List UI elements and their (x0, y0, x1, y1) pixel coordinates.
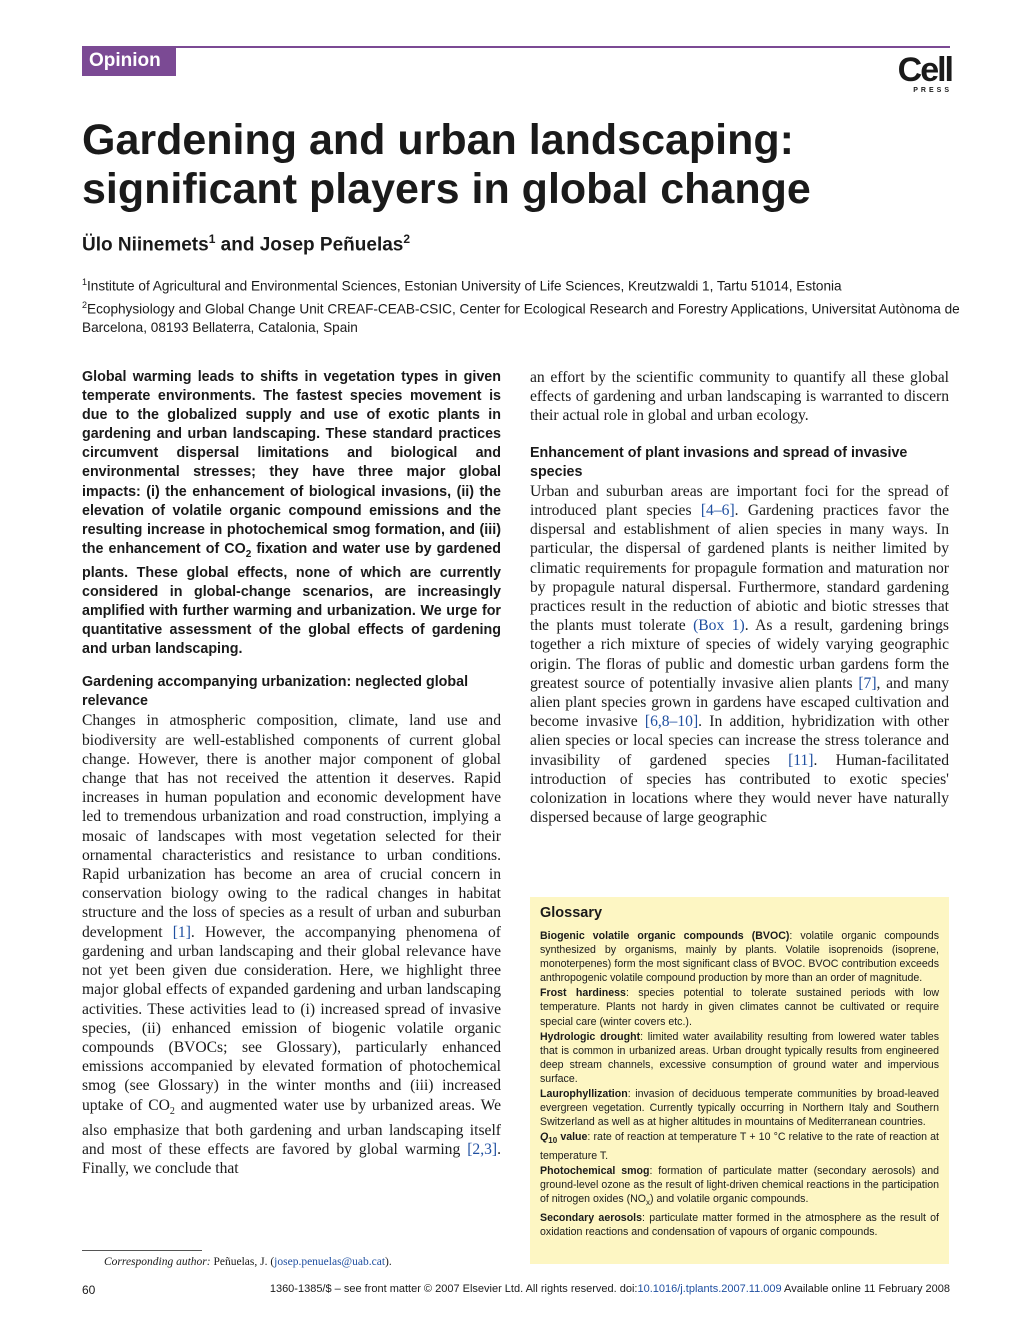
glossary-entry (540, 1130, 939, 1162)
copyright-text: 1360-1385/$ – see front matter © 2007 Elsevier Ltd. All rights reserved. doi: (269, 1283, 638, 1295)
affiliation-1 (82, 273, 962, 296)
author-affiliation-mark: 2 (403, 232, 411, 246)
glossary-definition: ) and volatile organic compounds. (650, 1192, 809, 1205)
corresponding-author-note (104, 1256, 392, 1268)
glossary-entry (540, 1211, 939, 1239)
glossary-term: Hydrologic drought (540, 1030, 641, 1043)
affiliation-2 (82, 296, 962, 338)
footnote-rule (82, 1250, 202, 1251)
affiliations (82, 273, 962, 338)
glossary-definition: : rate of reaction at temperature T + 10 °C relative to the rate of reaction at temperature T. (540, 1131, 939, 1162)
glossary-definition: : limited water availability resulting from lowered water tables that is common in urbanized areas. Urban drought typically results from engineered deep stream channels, excessive consumption of ground water and impervious surface. (540, 1030, 939, 1085)
body-text: . In addition, hybridization with other alien species or local species can increase the stress tolerance and invasibility of gardened species (530, 713, 949, 769)
glossary-term: Secondary aerosols (540, 1212, 643, 1224)
reference-link[interactable]: [6,8–10] (644, 713, 699, 731)
header-rule (82, 46, 950, 48)
body-text: . As a result, gardening brings together a rich mixture of species of widely varying geographic origin. The floras of public and domestic urban gardens form the greatest source of potentially invasive alien plants (530, 617, 949, 692)
body-text: Urban and suburban areas are important foci for the spread of introduced plant species (530, 482, 949, 519)
logo-sub-text: PRESS (913, 87, 952, 94)
doi-link[interactable]: 10.1016/j.tplants.2007.11.009 (637, 1283, 782, 1295)
author-name: Josep Peñuelas (259, 234, 404, 256)
abstract-text: Global warming leads to shifts in vegetation types in given temperate environments. The fastest species movement is due to the globalized supply and use of exotic plants in gardening and urban landscaping. These standard practices circumvent dispersal limitations and biological and environmental stresses; they have three major global impacts: (i) the enhancement of biological invasions, (ii) the elevation of volatile organic compound emissions and the resulting increase in photochemical smog formation, and (iii) the enhancement of CO (82, 369, 501, 557)
abstract-text: fixation and water use by gardened plants. These global effects, none of which are currently considered in global-change scenarios, are increasingly amplified with further warming and urbanization. We urge for quantitative assessment of the global effects of gardening and urban landscaping. (82, 540, 501, 658)
subscript: x (646, 1197, 650, 1207)
author-email-link[interactable]: josep.penuelas@uab.cat (274, 1256, 386, 1268)
author-affiliation-mark: 1 (208, 232, 216, 246)
page-number: 60 (82, 1283, 96, 1297)
affiliation-mark: 2 (82, 300, 88, 311)
glossary-entry (540, 1087, 939, 1129)
article-title: Gardening and urban landscaping: significant players in global change (82, 116, 811, 213)
affiliation-mark: 1 (82, 277, 88, 287)
affiliation-text: Institute of Agricultural and Environmental Sciences, Estonian University of Life Sciences, Kreutzwaldi 1, Tartu 51014, Estonia (87, 278, 842, 294)
body-text: Changes in atmospheric composition, climate, land use and biodiversity are well-established components of current global change. However, there is another major component of global change that has not received the attention it deserves. Rapid increases in human population and economic development have led to tremendous urbanization and road construction, implying a mosaic of landscapes with most vegetation selected for their ornamental characteristics and resistance to urban conditions. Rapid urbanization has become an area of crucial concern in conservation biology owing to the radical changes in habitat structure and the loss of species as a result of urban and suburban development (82, 712, 501, 941)
section-heading: Enhancement of plant invasions and spread of invasive species (530, 444, 908, 480)
body-paragraph (82, 711, 501, 1178)
reference-link[interactable]: [4–6] (700, 502, 735, 519)
glossary-box (530, 897, 949, 1264)
right-column (530, 368, 949, 827)
footer-meta (270, 1283, 950, 1295)
logo-main-text: Cell (897, 51, 952, 89)
reference-link[interactable]: [2,3] (467, 1141, 498, 1159)
glossary-definition: : particulate matter formed in the atmosphere as the result of oxidation reactions and condensation of vapours of organic compounds. (540, 1212, 940, 1239)
glossary-term: Frost hardiness (540, 987, 626, 1000)
subscript: 2 (245, 548, 252, 560)
box-link[interactable]: (Box 1) (693, 617, 745, 635)
glossary-definition: : species potential to tolerate sustained periods with low temperature. Plants not hardy in given climates cannot be cultivated or require special care (winter covers etc.). (540, 987, 939, 1028)
author-name: Ülo Niinemets (82, 234, 209, 256)
body-text: . Human-facilitated introduction of species has contributed to exotic species' colonization in locations where they would never have naturally dispersed because of large geographic (530, 751, 950, 827)
glossary-definition: : formation of particulate matter (secondary aerosols) and ground-level ozone as the result of light-driven chemical reactions in the participation of nitrogen oxides (NO (540, 1164, 939, 1205)
glossary-entry (540, 929, 939, 985)
glossary-entry (540, 1164, 939, 1210)
affiliation-text: Ecophysiology and Global Change Unit CREAF-CEAB-CSIC, Center for Ecological Research and Forestry Applications, Universitat Autònoma de Barcelona, 08193 Bellaterra, Catalonia, Spain (82, 301, 960, 336)
author-separator: and (220, 234, 255, 256)
glossary-term: Photochemical smog (540, 1164, 650, 1177)
footnote-label: Corresponding author: (104, 1256, 211, 1268)
body-text: , and many alien plant species grown in gardens have escaped cultivation and become invasive (530, 674, 949, 731)
glossary-term: Biogenic volatile organic compounds (BVOC) (540, 930, 790, 942)
cell-press-logo (888, 51, 952, 96)
footnote-text: ). (385, 1256, 392, 1268)
abstract (82, 368, 501, 659)
footnote-text: Peñuelas, J. ( (210, 1256, 275, 1268)
body-text: and augmented water use by urbanized areas. We also emphasize that both gardening and urban landscaping itself and most of these effects are favored by global warming (82, 1096, 501, 1159)
availability-text: Available online 11 February 2008 (781, 1283, 950, 1295)
reference-link[interactable]: [11] (788, 751, 814, 769)
left-column (82, 368, 501, 1178)
section-label: Opinion (82, 48, 176, 76)
body-text: . Gardening practices favor the dispersal and establishment of alien species in many ways. In particular, the dispersal of gardened plants is neither limited by climatic requirements for propagule formation and maturation nor by propagule natural dispersal. Furthermore, standard gardening practices result in the reduction of abiotic and biotic stresses that the plants must tolerate (530, 502, 949, 635)
subscript: 2 (169, 1105, 175, 1117)
section-heading: Gardening accompanying urbanization: neglected global relevance (82, 674, 469, 710)
body-text: . However, the accompanying phenomena of gardening and urban landscaping and their global relevance have not yet been given due consideration. Here, we highlight three major global effects of expanded gardening and urban landscaping activities. These activities lead to (i) increased spread of invasive species, (ii) enhanced emission of biogenic volatile organic compounds (BVOCs; see Glossary), particularly enhanced emissions accompanied by elevated formation of photochemical smog (see Glossary) in the winter months and (iii) increased uptake of CO (82, 923, 501, 1114)
glossary-term: value (557, 1131, 588, 1144)
body-paragraph: an effort by the scientific community to quantify all these global effects of gardening and urban landscaping is warranted to discern their actual role in global and urban ecology. (530, 369, 949, 425)
glossary-entry (540, 1030, 939, 1086)
subscript: 10 (548, 1136, 558, 1146)
reference-link[interactable]: [7] (858, 674, 877, 692)
glossary-title: Glossary (540, 905, 603, 921)
body-text: . Finally, we conclude that (82, 1141, 501, 1178)
glossary-term: Q (540, 1131, 549, 1144)
glossary-definition: : volatile organic compounds synthesized by organisms, mainly by plants. Volatile isoprenoids (isoprene, monoterpenes) form the most significant class of BVOC. BVOC contribution exceeds anthropogenic volatile compound production by more than an order of magnitude. (540, 930, 939, 985)
glossary-term: Laurophyllization (540, 1088, 628, 1101)
glossary-entry (540, 986, 939, 1028)
glossary-definition: : invasion of deciduous temperate communities by broad-leaved evergreen vegetation. Currently typically occurring in Northern Italy and Southern Switzerland as well as at higher altitudes in mountains of Mediterranean countries. (540, 1088, 939, 1129)
body-paragraph (530, 482, 949, 828)
author-list (82, 232, 410, 256)
reference-link[interactable]: [1] (172, 923, 191, 941)
